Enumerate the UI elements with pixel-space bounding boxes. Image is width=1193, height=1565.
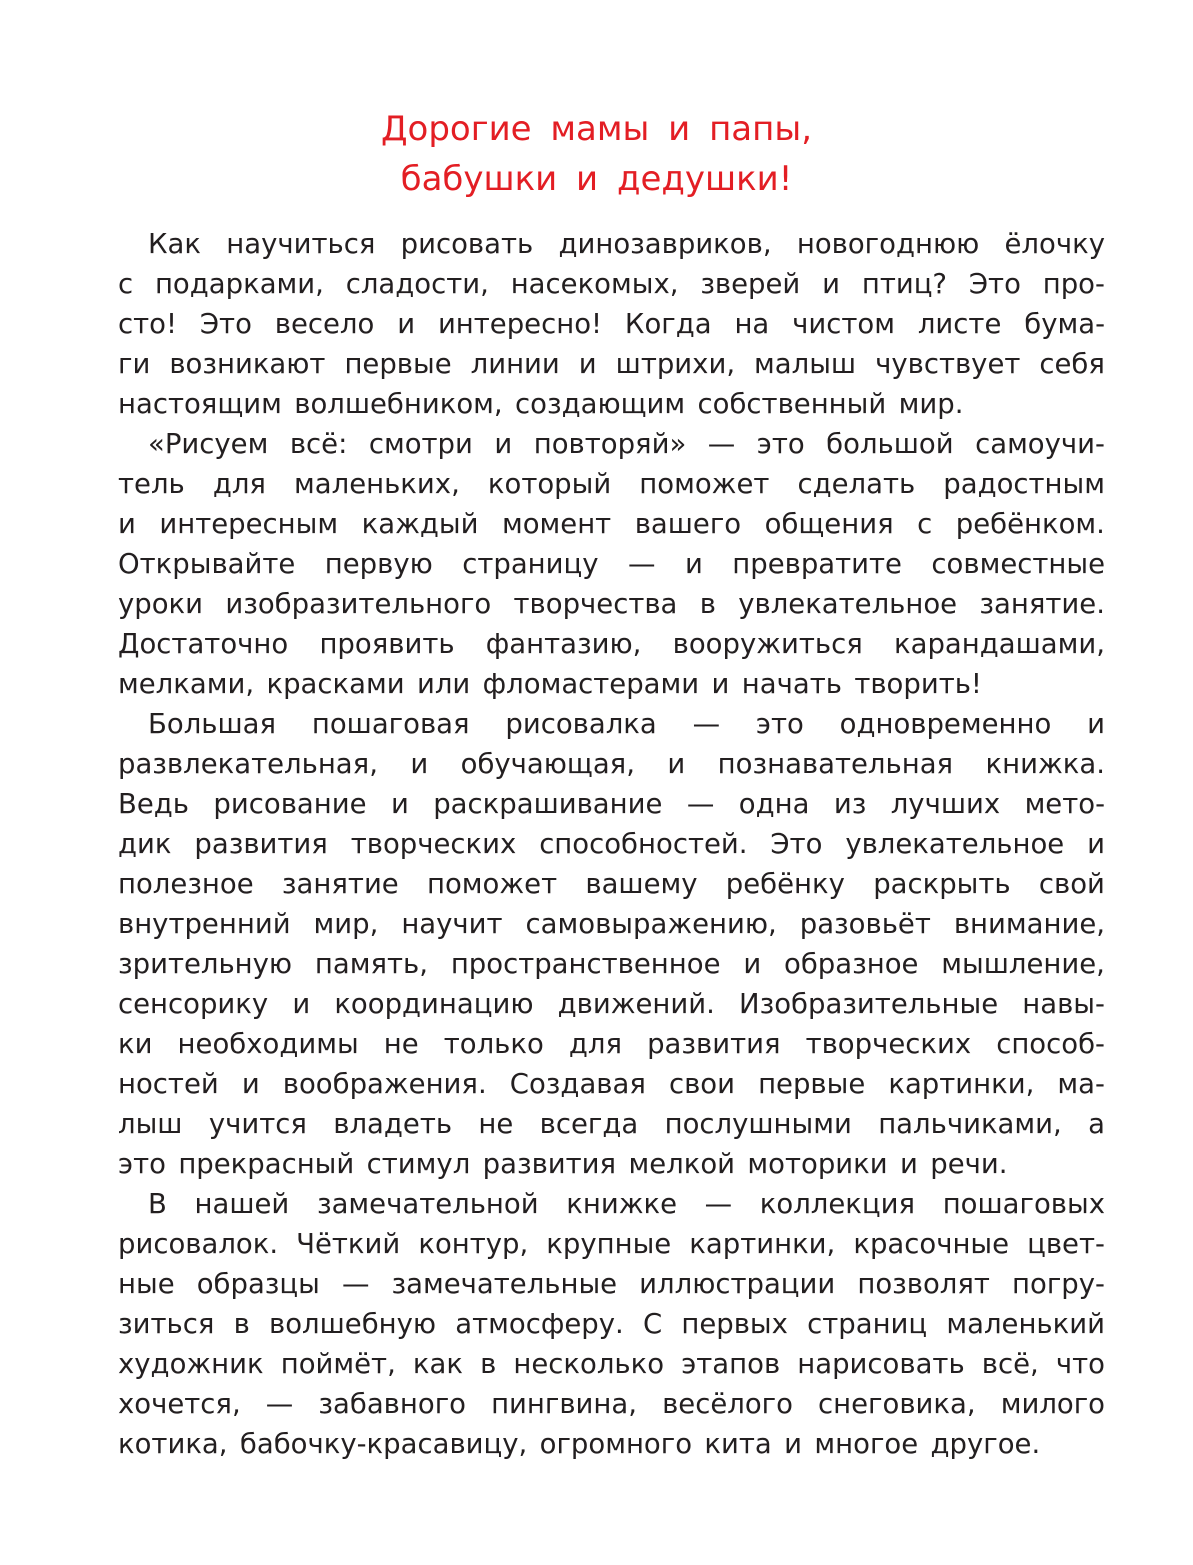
text-line: развлекательная, и обучающая, и познавательная книжка. (118, 748, 1105, 780)
text-line: ги возникают первые линии и штрихи, малыш чувствует себя (118, 348, 1105, 380)
text-line: ные образцы — замечательные иллюстрации позволят погру- (118, 1268, 1105, 1300)
text-line: художник поймёт, как в несколько этапов нарисовать всё, что (118, 1348, 1105, 1380)
text-line: внутренний мир, научит самовыражению, разовьёт внимание, (118, 908, 1105, 940)
text-line: мелками, красками или фломастерами и начать творить! (118, 668, 982, 700)
title-line-2: бабушки и дедушки! (400, 159, 793, 199)
text-line: зрительную память, пространственное и образное мышление, (118, 948, 1105, 980)
text-line: ки необходимы не только для развития творческих способ- (118, 1028, 1105, 1060)
text-line: Достаточно проявить фантазию, вооружиться карандашами, (118, 628, 1105, 660)
paragraph (118, 1184, 1105, 1464)
page-title (0, 104, 1193, 204)
paragraph (118, 224, 1105, 424)
text-line: хочется, — забавного пингвина, весёлого снеговика, милого (118, 1388, 1105, 1420)
text-line: сенсорику и координацию движений. Изобразительные навы- (118, 988, 1105, 1020)
text-line: уроки изобразительного творчества в увлекательное занятие. (118, 588, 1105, 620)
text-line: В нашей замечательной книжке — коллекция пошаговых (148, 1188, 1105, 1220)
text-line: зиться в волшебную атмосферу. С первых страниц маленький (118, 1308, 1105, 1340)
text-line: полезное занятие поможет вашему ребёнку раскрыть свой (118, 868, 1105, 900)
text-line: ностей и воображения. Создавая свои первые картинки, ма- (118, 1068, 1105, 1100)
text-line: настоящим волшебником, создающим собственный мир. (118, 388, 964, 420)
paragraph (118, 704, 1105, 1184)
text-line: «Рисуем всё: смотри и повторяй» — это большой самоучи- (148, 428, 1105, 460)
text-line: Большая пошаговая рисовалка — это одновременно и (148, 708, 1105, 740)
title-line-1: Дорогие мамы и папы, (380, 109, 813, 149)
text-line: сто! Это весело и интересно! Когда на чистом листе бума- (118, 308, 1105, 340)
text-line: рисовалок. Чёткий контур, крупные картинки, красочные цвет- (118, 1228, 1105, 1260)
text-line: Открывайте первую страницу — и превратите совместные (118, 548, 1105, 580)
text-line: тель для маленьких, который поможет сделать радостным (118, 468, 1105, 500)
text-line: лыш учится владеть не всегда послушными пальчиками, а (118, 1108, 1105, 1140)
paragraph (118, 424, 1105, 704)
text-line: Как научиться рисовать динозавриков, новогоднюю ёлочку (148, 228, 1105, 260)
text-line: это прекрасный стимул развития мелкой моторики и речи. (118, 1148, 1008, 1180)
text-line: Ведь рисование и раскрашивание — одна из лучших мето- (118, 788, 1105, 820)
text-line: котика, бабочку-красавицу, огромного кита и многое другое. (118, 1428, 1041, 1460)
text-line: с подарками, сладости, насекомых, зверей и птиц? Это про- (118, 268, 1105, 300)
text-line: и интересным каждый момент вашего общения с ребёнком. (118, 508, 1105, 540)
text-line: дик развития творческих способностей. Это увлекательное и (118, 828, 1105, 860)
body-text (118, 224, 1105, 1464)
